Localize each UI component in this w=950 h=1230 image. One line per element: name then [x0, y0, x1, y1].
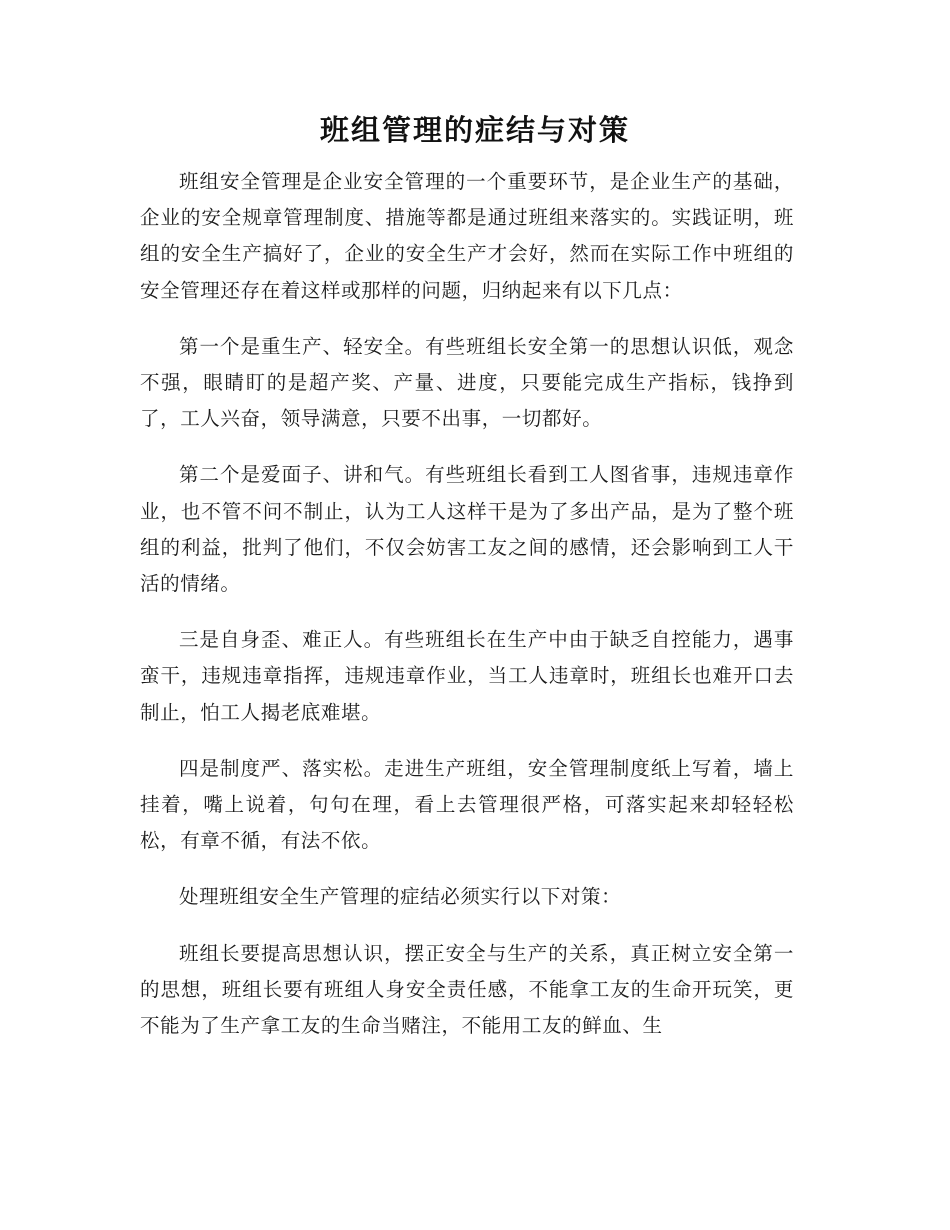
paragraph-countermeasure-1: 班组长要提高思想认识，摆正安全与生产的关系，真正树立安全第一的思想，班组长要有班组人身安全责任感，不能拿工友的生命开玩笑，更不能为了生产拿工友的生命当赌注，不能用工友的鲜血、生 — [140, 941, 794, 1038]
document-body — [140, 164, 794, 1064]
paragraph-countermeasures-intro: 处理班组安全生产管理的症结必须实行以下对策： — [179, 885, 622, 909]
paragraph-point-1: 第一个是重生产、轻安全。有些班组长安全第一的思想认识低，观念不强，眼睛盯的是超产奖、产量、进度，只要能完成生产指标，钱挣到了，工人兴奋，领导满意，只要不出事，一切都好。 — [140, 334, 794, 431]
paragraph-intro: 班组安全管理是企业安全管理的一个重要环节，是企业生产的基础，企业的安全规章管理制度、措施等都是通过班组来落实的。实践证明，班组的安全生产搞好了，企业的安全生产才会好，然而在实际工作中班组的安全管理还存在着这样或那样的问题，归纳起来有以下几点： — [140, 170, 794, 302]
document-title: 班组管理的症结与对策 — [319, 113, 630, 147]
paragraph-point-4: 四是制度严、落实松。走进生产班组，安全管理制度纸上写着，墙上挂着，嘴上说着，句句在理，看上去管理很严格，可落实起来却轻轻松松，有章不循，有法不依。 — [140, 756, 794, 853]
paragraph-point-2: 第二个是爱面子、讲和气。有些班组长看到工人图省事，违规违章作业，也不管不问不制止，认为工人这样干是为了多出产品，是为了整个班组的利益，批判了他们，不仅会妨害工友之间的感情，还会影响到工人干活的情绪。 — [140, 463, 794, 596]
paragraph-point-3: 三是自身歪、难正人。有些班组长在生产中由于缺乏自控能力，遇事蛮干，违规违章指挥，违规违章作业，当工人违章时，班组长也难开口去制止，怕工人揭老底难堪。 — [140, 628, 794, 724]
